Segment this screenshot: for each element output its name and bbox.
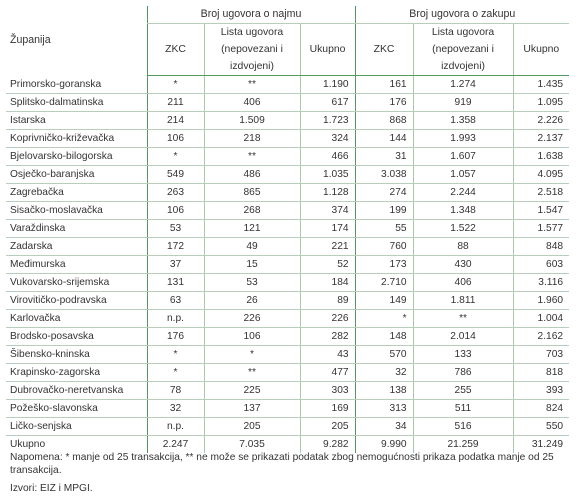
lease-lista-cell: 106 — [204, 328, 300, 346]
lease-lista-cell: 268 — [204, 202, 300, 220]
lease-total-cell: 1.035 — [300, 166, 355, 184]
rent-total-cell: 393 — [513, 382, 569, 400]
rent-total-cell: 550 — [513, 418, 569, 436]
rent-total-cell: 1.577 — [513, 220, 569, 238]
lease-lista-cell: * — [204, 346, 300, 364]
rent-zkc-cell: 149 — [355, 292, 413, 310]
lease-zkc-cell: 78 — [147, 382, 204, 400]
rent-zkc-cell: 760 — [355, 238, 413, 256]
rent-zkc-cell: 34 — [355, 418, 413, 436]
rent-lista-cell: 430 — [413, 256, 513, 274]
rent-zkc-header: ZKC — [355, 24, 413, 76]
rent-lista-header: Lista ugovora (nepovezani i izdvojeni) — [413, 24, 513, 76]
lease-zkc-cell: 37 — [147, 256, 204, 274]
lease-lista-cell: 1.509 — [204, 112, 300, 130]
lease-lista-cell: ** — [204, 364, 300, 382]
lease-total-cell: 184 — [300, 274, 355, 292]
lease-zkc-cell: 172 — [147, 238, 204, 256]
county-cell: Splitsko-dalmatinska — [6, 94, 147, 112]
lease-total-cell: 324 — [300, 130, 355, 148]
rent-zkc-cell: 148 — [355, 328, 413, 346]
table-row — [6, 202, 569, 220]
county-cell: Osječko-baranjska — [6, 166, 147, 184]
county-cell: Primorsko-goranska — [6, 76, 147, 94]
county-cell: Ličko-senjska — [6, 418, 147, 436]
footnote: Napomena: * manje od 25 transakcija, ** ne može se prikazati podatak zbog nemogućnosti prikaza podatka manje od 25 transakcija. — [10, 452, 554, 476]
rent-zkc-cell: 176 — [355, 94, 413, 112]
rent-zkc-cell: 868 — [355, 112, 413, 130]
lease-zkc-cell: * — [147, 346, 204, 364]
rent-zkc-cell: 9.990 — [355, 436, 413, 454]
county-cell: Koprivničko-križevačka — [6, 130, 147, 148]
table-row — [6, 220, 569, 238]
rent-lista-cell: 1.274 — [413, 76, 513, 94]
lease-lista-cell: 865 — [204, 184, 300, 202]
lease-lista-cell: 218 — [204, 130, 300, 148]
lease-total-cell: 477 — [300, 364, 355, 382]
table-row — [6, 274, 569, 292]
table-row — [6, 292, 569, 310]
lease-zkc-header: ZKC — [147, 24, 204, 76]
rent-lista-cell: 919 — [413, 94, 513, 112]
contracts-table — [6, 6, 569, 453]
lease-lista-cell: 53 — [204, 274, 300, 292]
rent-lista-cell: ** — [413, 310, 513, 328]
rent-total-cell: 1.638 — [513, 148, 569, 166]
county-cell: Zadarska — [6, 238, 147, 256]
rent-lista-cell: 1.348 — [413, 202, 513, 220]
lease-total-cell: 374 — [300, 202, 355, 220]
lease-lista-cell: 49 — [204, 238, 300, 256]
lease-lista-cell: 7.035 — [204, 436, 300, 454]
lease-lista-cell: 121 — [204, 220, 300, 238]
rent-total-cell: 1.095 — [513, 94, 569, 112]
table-row — [6, 364, 569, 382]
county-cell: Bjelovarsko-bilogorska — [6, 148, 147, 166]
lease-total-cell: 205 — [300, 418, 355, 436]
rent-lista-cell: 255 — [413, 382, 513, 400]
lease-zkc-cell: 263 — [147, 184, 204, 202]
table-row — [6, 310, 569, 328]
table-row — [6, 130, 569, 148]
county-cell: Međimurska — [6, 256, 147, 274]
lease-lista-cell: ** — [204, 76, 300, 94]
rent-lista-cell: 2.014 — [413, 328, 513, 346]
rent-total-cell: 31.249 — [513, 436, 569, 454]
table-row — [6, 112, 569, 130]
rent-zkc-cell: 2.710 — [355, 274, 413, 292]
rent-zkc-cell: 274 — [355, 184, 413, 202]
lease-total-cell: 617 — [300, 94, 355, 112]
rent-total-cell: 1.960 — [513, 292, 569, 310]
county-cell: Virovitičko-podravska — [6, 292, 147, 310]
rent-total-header: Ukupno — [513, 24, 569, 76]
rent-lista-cell: 1.522 — [413, 220, 513, 238]
rent-zkc-cell: 313 — [355, 400, 413, 418]
rent-zkc-cell: 138 — [355, 382, 413, 400]
rent-total-cell: 603 — [513, 256, 569, 274]
lease-zkc-cell: 53 — [147, 220, 204, 238]
county-cell: Ukupno — [6, 436, 147, 454]
rent-lista-cell: 406 — [413, 274, 513, 292]
lease-total-cell: 169 — [300, 400, 355, 418]
rent-total-cell: 1.004 — [513, 310, 569, 328]
rent-total-cell: 1.547 — [513, 202, 569, 220]
lease-zkc-cell: 131 — [147, 274, 204, 292]
table-row — [6, 238, 569, 256]
rent-zkc-cell: 199 — [355, 202, 413, 220]
county-cell: Istarska — [6, 112, 147, 130]
county-cell: Sisačko-moslavačka — [6, 202, 147, 220]
rent-zkc-cell: 32 — [355, 364, 413, 382]
lease-group-header: Broj ugovora o najmu — [147, 6, 355, 24]
table-row — [6, 382, 569, 400]
source-note: Izvori: EIZ i MPGI. — [10, 483, 93, 494]
table-row — [6, 346, 569, 364]
rent-total-cell: 2.162 — [513, 328, 569, 346]
lease-zkc-cell: 106 — [147, 202, 204, 220]
lease-total-cell: 9.282 — [300, 436, 355, 454]
lease-lista-cell: 26 — [204, 292, 300, 310]
county-cell: Dubrovačko-neretvanska — [6, 382, 147, 400]
lease-zkc-cell: n.p. — [147, 418, 204, 436]
header-row-groups — [6, 6, 569, 24]
lease-total-cell: 226 — [300, 310, 355, 328]
rent-total-cell: 824 — [513, 400, 569, 418]
lease-lista-cell: 226 — [204, 310, 300, 328]
county-header: Županija — [10, 34, 51, 47]
lease-total-cell: 174 — [300, 220, 355, 238]
rent-lista-cell: 133 — [413, 346, 513, 364]
rent-zkc-cell: 3.038 — [355, 166, 413, 184]
lease-total-header: Ukupno — [300, 24, 355, 76]
rent-zkc-cell: 144 — [355, 130, 413, 148]
county-cell: Zagrebačka — [6, 184, 147, 202]
lease-total-cell: 303 — [300, 382, 355, 400]
lease-total-cell: 89 — [300, 292, 355, 310]
table-row — [6, 148, 569, 166]
county-cell: Varaždinska — [6, 220, 147, 238]
lease-total-cell: 43 — [300, 346, 355, 364]
lease-zkc-cell: 106 — [147, 130, 204, 148]
county-cell: Požeško-slavonska — [6, 400, 147, 418]
rent-lista-cell: 88 — [413, 238, 513, 256]
lease-total-cell: 466 — [300, 148, 355, 166]
lease-total-cell: 1.128 — [300, 184, 355, 202]
total-row — [6, 436, 569, 454]
rent-zkc-cell: 570 — [355, 346, 413, 364]
table-row — [6, 94, 569, 112]
rent-zkc-cell: * — [355, 310, 413, 328]
rent-total-cell: 1.435 — [513, 76, 569, 94]
lease-zkc-cell: * — [147, 364, 204, 382]
rent-lista-cell: 1.811 — [413, 292, 513, 310]
lease-zkc-cell: * — [147, 76, 204, 94]
table-row — [6, 166, 569, 184]
county-cell: Karlovačka — [6, 310, 147, 328]
table-row — [6, 400, 569, 418]
county-cell: Brodsko-posavska — [6, 328, 147, 346]
county-cell: Vukovarsko-srijemska — [6, 274, 147, 292]
lease-total-cell: 282 — [300, 328, 355, 346]
rent-total-cell: 703 — [513, 346, 569, 364]
rent-zkc-cell: 31 — [355, 148, 413, 166]
lease-zkc-cell: 32 — [147, 400, 204, 418]
rent-lista-cell: 1.607 — [413, 148, 513, 166]
lease-zkc-cell: n.p. — [147, 310, 204, 328]
rent-total-cell: 2.226 — [513, 112, 569, 130]
rent-total-cell: 818 — [513, 364, 569, 382]
rent-lista-cell: 516 — [413, 418, 513, 436]
rent-total-cell: 2.137 — [513, 130, 569, 148]
lease-lista-cell: 15 — [204, 256, 300, 274]
rent-zkc-cell: 161 — [355, 76, 413, 94]
table-body — [6, 76, 569, 454]
lease-total-cell: 221 — [300, 238, 355, 256]
rent-lista-cell: 2.244 — [413, 184, 513, 202]
lease-lista-cell: 205 — [204, 418, 300, 436]
table-row — [6, 418, 569, 436]
lease-zkc-cell: * — [147, 148, 204, 166]
rent-zkc-cell: 173 — [355, 256, 413, 274]
lease-lista-cell: 225 — [204, 382, 300, 400]
table-row — [6, 328, 569, 346]
rent-zkc-cell: 55 — [355, 220, 413, 238]
table-row — [6, 76, 569, 94]
rent-lista-cell: 511 — [413, 400, 513, 418]
lease-total-cell: 1.190 — [300, 76, 355, 94]
lease-zkc-cell: 2.247 — [147, 436, 204, 454]
rent-lista-cell: 786 — [413, 364, 513, 382]
rent-total-cell: 4.095 — [513, 166, 569, 184]
lease-total-cell: 1.723 — [300, 112, 355, 130]
lease-total-cell: 52 — [300, 256, 355, 274]
lease-zkc-cell: 63 — [147, 292, 204, 310]
county-cell: Šibensko-kninska — [6, 346, 147, 364]
table-row — [6, 256, 569, 274]
county-cell: Krapinsko-zagorska — [6, 364, 147, 382]
lease-lista-header: Lista ugovora (nepovezani i izdvojeni) — [204, 24, 300, 76]
lease-lista-cell: 406 — [204, 94, 300, 112]
rent-lista-cell: 1.057 — [413, 166, 513, 184]
rent-total-cell: 3.116 — [513, 274, 569, 292]
lease-zkc-cell: 211 — [147, 94, 204, 112]
table-row — [6, 184, 569, 202]
rent-lista-cell: 21.259 — [413, 436, 513, 454]
rent-lista-cell: 1.358 — [413, 112, 513, 130]
lease-lista-cell: 486 — [204, 166, 300, 184]
rent-lista-cell: 1.993 — [413, 130, 513, 148]
lease-lista-cell: 137 — [204, 400, 300, 418]
lease-lista-cell: ** — [204, 148, 300, 166]
lease-zkc-cell: 549 — [147, 166, 204, 184]
rent-total-cell: 2.518 — [513, 184, 569, 202]
lease-zkc-cell: 176 — [147, 328, 204, 346]
rent-group-header: Broj ugovora o zakupu — [355, 6, 569, 24]
lease-zkc-cell: 214 — [147, 112, 204, 130]
rent-total-cell: 848 — [513, 238, 569, 256]
